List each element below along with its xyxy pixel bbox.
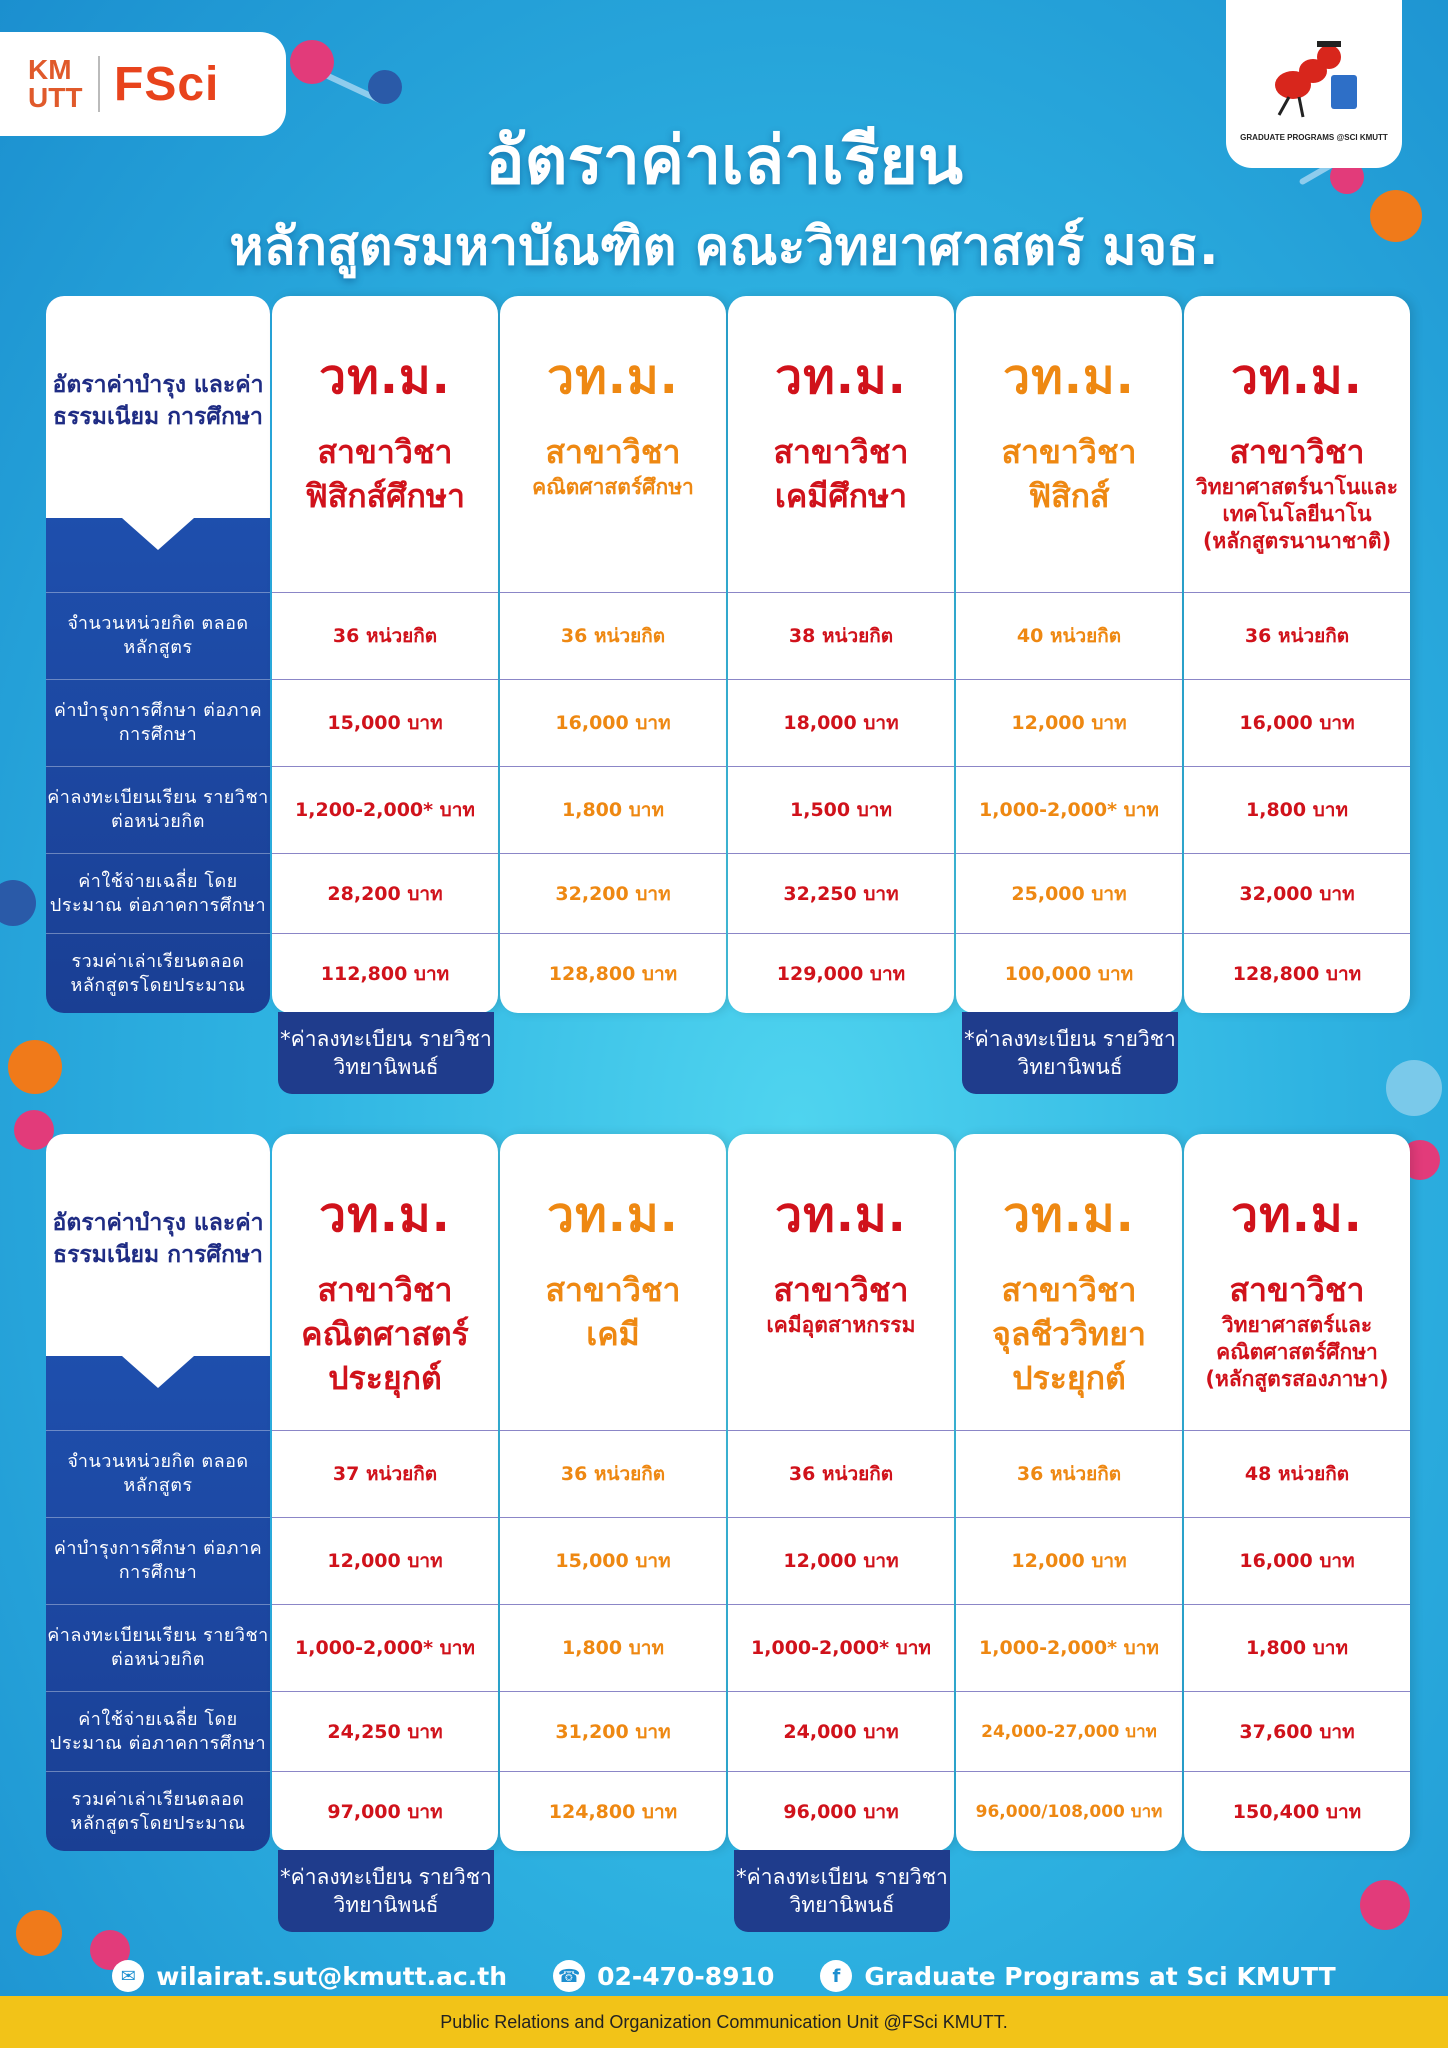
credits-cell: 38 หน่วยกิต	[728, 592, 954, 679]
maintenance-cell: 16,000 บาท	[1184, 679, 1410, 766]
thesis-note: *ค่าลงทะเบียน รายวิชาวิทยานิพนธ์	[278, 1850, 494, 1932]
logo-divider	[98, 56, 100, 112]
registration-cell: 1,800 บาท	[500, 1604, 726, 1691]
row-label-registration: ค่าลงทะเบียนเรียน รายวิชาต่อหน่วยกิต	[46, 766, 270, 853]
program-column	[728, 1134, 954, 1851]
major-prefix: สาขาวิชา	[545, 1271, 681, 1309]
registration-cell: 1,000-2,000* บาท	[272, 1604, 498, 1691]
program-column	[1184, 296, 1410, 1013]
major-prefix: สาขาวิชา	[773, 1271, 909, 1309]
program-column	[728, 296, 954, 1013]
phone-contact[interactable]	[553, 1960, 774, 1992]
avg-cost-cell: 31,200 บาท	[500, 1691, 726, 1771]
row-label-avg-cost: ค่าใช้จ่ายเฉลี่ย โดยประมาณ ต่อภาคการศึกษา	[46, 1691, 270, 1771]
major-prefix: สาขาวิชา	[1001, 433, 1137, 471]
program-column	[500, 1134, 726, 1851]
row-label-header: อัตราค่าบำรุง และค่าธรรมเนียม การศึกษา	[46, 296, 270, 518]
row-label-credits: จำนวนหน่วยกิต ตลอดหลักสูตร	[46, 1430, 270, 1517]
total-cell: 97,000 บาท	[272, 1771, 498, 1851]
credits-cell: 40 หน่วยกิต	[956, 592, 1182, 679]
maintenance-cell: 18,000 บาท	[728, 679, 954, 766]
maintenance-cell: 12,000 บาท	[272, 1517, 498, 1604]
avg-cost-cell: 37,600 บาท	[1184, 1691, 1410, 1771]
program-column	[956, 296, 1182, 1013]
major-name: ฟิสิกส์ศึกษา	[305, 477, 465, 515]
credits-cell: 37 หน่วยกิต	[272, 1430, 498, 1517]
total-cell: 128,800 บาท	[1184, 933, 1410, 1013]
avg-cost-cell: 25,000 บาท	[956, 853, 1182, 933]
program-column	[956, 1134, 1182, 1851]
degree-abbr: วท.ม.	[319, 349, 451, 405]
facebook-page[interactable]: Graduate Programs at Sci KMUTT	[864, 1961, 1336, 1991]
degree-abbr: วท.ม.	[1003, 1187, 1135, 1243]
major-name: เคมีอุตสาหกรรม	[766, 1313, 916, 1337]
row-label-total: รวมค่าเล่าเรียนตลอด หลักสูตรโดยประมาณ	[46, 933, 270, 1013]
major-prefix: สาขาวิชา	[1001, 1271, 1137, 1309]
row-label-avg-cost: ค่าใช้จ่ายเฉลี่ย โดยประมาณ ต่อภาคการศึกษา	[46, 853, 270, 933]
total-cell: 96,000 บาท	[728, 1771, 954, 1851]
maintenance-cell: 16,000 บาท	[500, 679, 726, 766]
maintenance-cell: 12,000 บาท	[956, 1517, 1182, 1604]
registration-cell: 1,000-2,000* บาท	[728, 1604, 954, 1691]
row-label-maintenance: ค่าบำรุงการศึกษา ต่อภาคการศึกษา	[46, 679, 270, 766]
credits-cell: 36 หน่วยกิต	[956, 1430, 1182, 1517]
registration-cell: 1,000-2,000* บาท	[956, 1604, 1182, 1691]
facebook-contact[interactable]	[820, 1960, 1335, 1992]
major-prefix: สาขาวิชา	[773, 433, 909, 471]
page-title: อัตราค่าเล่าเรียน	[484, 122, 964, 199]
credits-cell: 36 หน่วยกิต	[500, 1430, 726, 1517]
major-name: คณิตศาสตร์ศึกษา	[532, 475, 694, 499]
total-cell: 124,800 บาท	[500, 1771, 726, 1851]
registration-cell: 1,500 บาท	[728, 766, 954, 853]
row-label-column	[46, 1134, 270, 1851]
credits-cell: 36 หน่วยกิต	[1184, 592, 1410, 679]
major-prefix: สาขาวิชา	[1229, 1271, 1365, 1309]
total-cell: 100,000 บาท	[956, 933, 1182, 1013]
degree-abbr: วท.ม.	[547, 349, 679, 405]
mail-icon: ✉	[112, 1960, 144, 1992]
row-label-header: อัตราค่าบำรุง และค่าธรรมเนียม การศึกษา	[46, 1134, 270, 1356]
major-prefix: สาขาวิชา	[317, 433, 453, 471]
phone-icon: ☎	[553, 1960, 585, 1992]
facebook-icon: f	[820, 1960, 852, 1992]
maintenance-cell: 16,000 บาท	[1184, 1517, 1410, 1604]
total-cell: 129,000 บาท	[728, 933, 954, 1013]
row-label-column	[46, 296, 270, 1013]
program-column	[1184, 1134, 1410, 1851]
degree-abbr: วท.ม.	[1231, 349, 1363, 405]
degree-abbr: วท.ม.	[547, 1187, 679, 1243]
degree-abbr: วท.ม.	[319, 1187, 451, 1243]
avg-cost-cell: 32,200 บาท	[500, 853, 726, 933]
degree-abbr: วท.ม.	[1003, 349, 1135, 405]
badge-caption: GRADUATE PROGRAMS @SCI KMUTT	[1240, 133, 1388, 142]
avg-cost-cell: 28,200 บาท	[272, 853, 498, 933]
fsci-logo: FSci	[114, 57, 220, 111]
credits-cell: 36 หน่วยกิต	[272, 592, 498, 679]
registration-cell: 1,800 บาท	[1184, 766, 1410, 853]
major-name: เคมีศึกษา	[774, 477, 908, 515]
total-cell: 96,000/108,000 บาท	[956, 1771, 1182, 1851]
thesis-note: *ค่าลงทะเบียน รายวิชาวิทยานิพนธ์	[962, 1012, 1178, 1094]
program-column	[272, 296, 498, 1013]
total-cell: 150,400 บาท	[1184, 1771, 1410, 1851]
avg-cost-cell: 24,000-27,000 บาท	[956, 1691, 1182, 1771]
footer-credit: Public Relations and Organization Communication Unit @FSci KMUTT.	[0, 1996, 1448, 2048]
registration-cell: 1,000-2,000* บาท	[956, 766, 1182, 853]
registration-cell: 1,800 บาท	[500, 766, 726, 853]
email-address[interactable]: wilairat.sut@kmutt.ac.th	[156, 1961, 508, 1991]
avg-cost-cell: 32,250 บาท	[728, 853, 954, 933]
major-prefix: สาขาวิชา	[545, 433, 681, 471]
phone-number[interactable]: 02-470-8910	[597, 1961, 775, 1991]
credits-cell: 48 หน่วยกิต	[1184, 1430, 1410, 1517]
credits-cell: 36 หน่วยกิต	[500, 592, 726, 679]
page-subtitle: หลักสูตรมหาบัณฑิต คณะวิทยาศาสตร์ มจธ.	[229, 217, 1219, 277]
email-contact[interactable]	[112, 1960, 507, 1992]
maintenance-cell: 15,000 บาท	[272, 679, 498, 766]
thesis-note: *ค่าลงทะเบียน รายวิชาวิทยานิพนธ์	[278, 1012, 494, 1094]
avg-cost-cell: 24,000 บาท	[728, 1691, 954, 1771]
major-prefix: สาขาวิชา	[317, 1271, 453, 1309]
major-name: จุลชีววิทยา ประยุกต์	[992, 1315, 1146, 1397]
maintenance-cell: 12,000 บาท	[728, 1517, 954, 1604]
maintenance-cell: 12,000 บาท	[956, 679, 1182, 766]
thesis-note: *ค่าลงทะเบียน รายวิชาวิทยานิพนธ์	[734, 1850, 950, 1932]
total-cell: 112,800 บาท	[272, 933, 498, 1013]
degree-abbr: วท.ม.	[775, 1187, 907, 1243]
total-cell: 128,800 บาท	[500, 933, 726, 1013]
degree-abbr: วท.ม.	[775, 349, 907, 405]
avg-cost-cell: 24,250 บาท	[272, 1691, 498, 1771]
credits-cell: 36 หน่วยกิต	[728, 1430, 954, 1517]
major-prefix: สาขาวิชา	[1229, 433, 1365, 471]
program-column	[272, 1134, 498, 1851]
row-label-maintenance: ค่าบำรุงการศึกษา ต่อภาคการศึกษา	[46, 1517, 270, 1604]
row-label-credits: จำนวนหน่วยกิต ตลอดหลักสูตร	[46, 592, 270, 679]
major-name: คณิตศาสตร์ ประยุกต์	[301, 1315, 469, 1397]
program-column	[500, 296, 726, 1013]
row-label-total: รวมค่าเล่าเรียนตลอด หลักสูตรโดยประมาณ	[46, 1771, 270, 1851]
major-name: ฟิสิกส์	[1028, 477, 1110, 515]
contact-bar	[0, 1950, 1448, 2002]
avg-cost-cell: 32,000 บาท	[1184, 853, 1410, 933]
major-name: วิทยาศาสตร์และ คณิตศาสตร์ศึกษา (หลักสูตรสองภาษา)	[1205, 1313, 1389, 1391]
maintenance-cell: 15,000 บาท	[500, 1517, 726, 1604]
row-label-registration: ค่าลงทะเบียนเรียน รายวิชาต่อหน่วยกิต	[46, 1604, 270, 1691]
major-name: วิทยาศาสตร์นาโนและ เทคโนโลยีนาโน (หลักสูตรนานาชาติ)	[1195, 475, 1399, 553]
major-name: เคมี	[586, 1315, 640, 1353]
registration-cell: 1,200-2,000* บาท	[272, 766, 498, 853]
kmutt-logo: KM UTT	[28, 54, 83, 113]
registration-cell: 1,800 บาท	[1184, 1604, 1410, 1691]
degree-abbr: วท.ม.	[1231, 1187, 1363, 1243]
